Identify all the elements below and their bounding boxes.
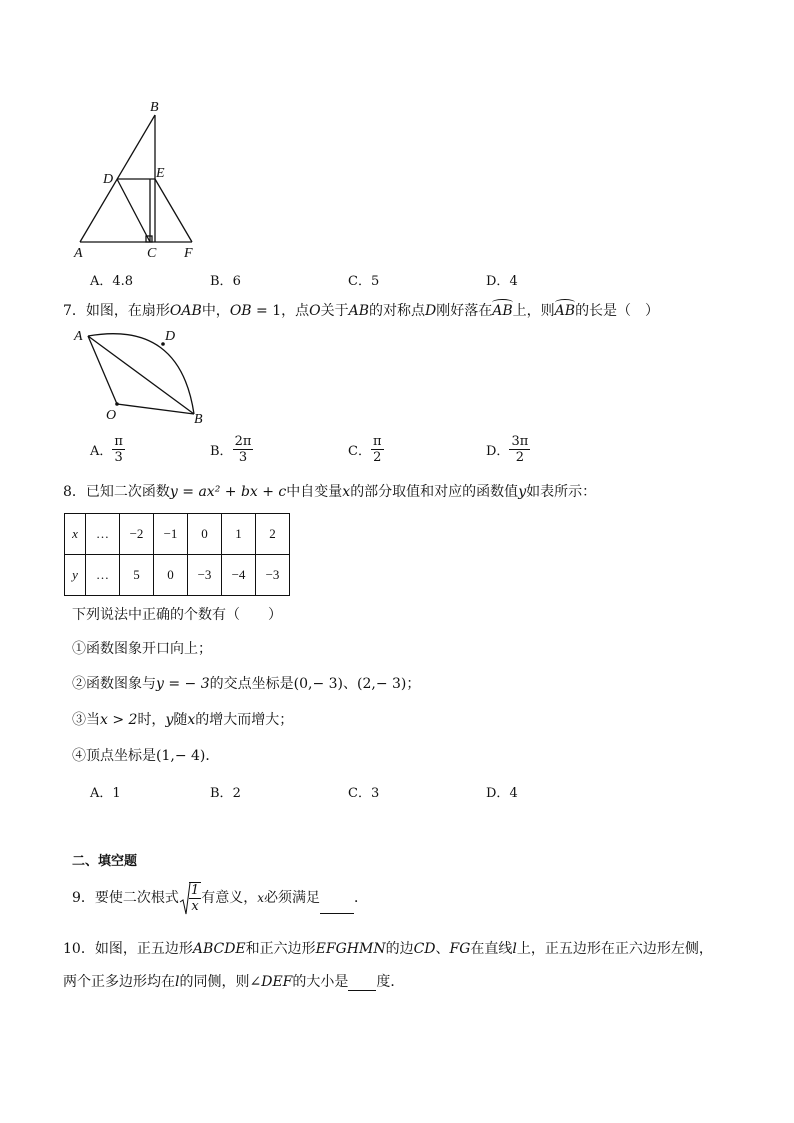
q8-statement-3: ③当x > 2时，y随x的增大而增大；	[72, 712, 294, 728]
q10-line-1: 10．如图，正五边形ABCDE和正六边形EFGHMN的边CD、FG在直线l上，正五边形在正六边形左侧，	[63, 941, 713, 957]
arc-ab-symbol: AB	[492, 303, 513, 319]
q6-triangle-figure	[70, 95, 210, 260]
q8-option-d: D．4	[486, 786, 518, 801]
label-point-E: E	[156, 166, 165, 181]
q7-option-d: D． $\frac{3\pi}{2}$	[486, 434, 529, 465]
q7-stem: 7．如图，在扇形OAB中，OB = 1，点O关于AB的对称点D刚好落在AB上，则AB的长是（ ）	[63, 303, 660, 319]
table-cell: −1	[154, 514, 188, 555]
table-cell: −2	[120, 514, 154, 555]
table-cell: y	[65, 555, 86, 596]
q9-stem: 9．要使二次根式 $\frac{1}{x}$ 有意义，x必须满足 ．	[72, 883, 368, 914]
q8-statement-2: ②函数图象与y = − 3的交点坐标是(0,− 3)、(2,− 3)；	[72, 676, 421, 692]
table-cell: 5	[120, 555, 154, 596]
q8-option-a: A．1	[90, 786, 121, 801]
table-cell: −3	[188, 555, 222, 596]
q8-statement-4: ④顶点坐标是(1,− 4)．	[72, 748, 220, 764]
q6-option-d: D．4	[486, 274, 518, 289]
table-cell: …	[86, 555, 120, 596]
q7-option-c: C． $\frac{\pi}{2}$	[348, 434, 382, 465]
q6-option-c: C．5	[348, 274, 380, 289]
section-heading: 二、填空题	[72, 854, 138, 869]
label-point-C: C	[147, 246, 157, 260]
q7-option-b: B． $\frac{2\pi}{3}$	[210, 434, 252, 465]
table-row	[65, 514, 290, 555]
q7-option-a: A． $\frac{\pi}{3}$	[90, 434, 123, 465]
label-point-B: B	[194, 412, 203, 427]
q6-option-a: A．4.8	[90, 274, 134, 289]
table-cell: 2	[256, 514, 290, 555]
arc-ab-symbol: AB	[554, 303, 576, 319]
q8-value-table	[64, 513, 290, 596]
q8-stem: 8．已知二次函数y = ax² + bx + c中自变量x的部分取值和对应的函数值y如表所示：	[63, 484, 597, 500]
radical-sign: $\frac{1}{x}$	[179, 882, 201, 914]
q10-line-2: 两个正多边形均在l的同侧，则∠DEF的大小是 度．	[63, 974, 405, 990]
label-point-A: A	[74, 329, 83, 344]
label-point-F: F	[184, 246, 193, 260]
table-cell: 1	[222, 514, 256, 555]
table-cell: …	[86, 514, 120, 555]
q7-sector-figure	[70, 322, 210, 427]
table-cell: 0	[154, 555, 188, 596]
q8-option-c: C．3	[348, 786, 380, 801]
label-point-D: D	[165, 329, 176, 344]
label-point-O: O	[106, 408, 117, 423]
table-cell: x	[65, 514, 86, 555]
table-cell: −3	[256, 555, 290, 596]
table-row	[65, 555, 290, 596]
answer-blank[interactable]	[348, 974, 376, 991]
answer-blank[interactable]	[320, 883, 354, 914]
q8-statement-1: ①函数图象开口向上；	[72, 641, 212, 657]
q6-option-b: B．6	[210, 274, 241, 289]
q8-prompt: 下列说法中正确的个数有（ ）	[72, 607, 282, 623]
table-cell: 0	[188, 514, 222, 555]
label-point-A: A	[74, 246, 83, 260]
q8-option-b: B．2	[210, 786, 241, 801]
label-point-D: D	[103, 172, 114, 187]
table-cell: −4	[222, 555, 256, 596]
label-point-B: B	[150, 100, 159, 115]
